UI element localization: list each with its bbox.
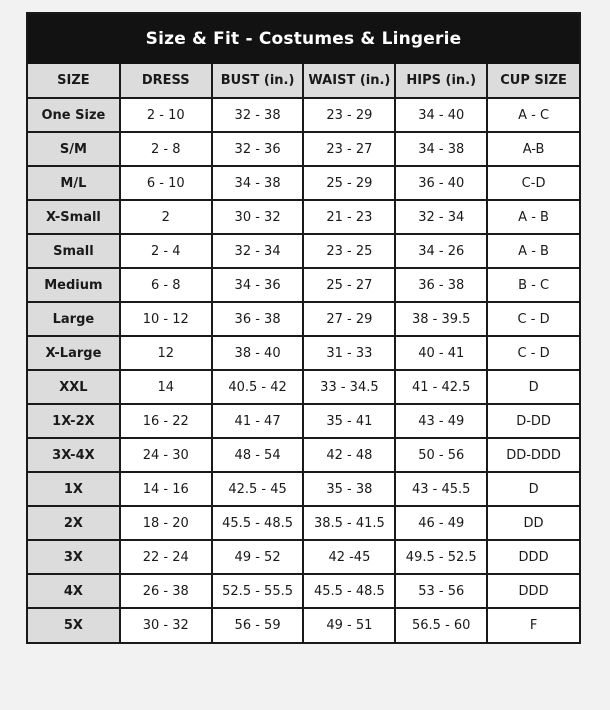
cell-cup-size: D-DD <box>487 404 579 438</box>
cell-size: 4X <box>28 574 120 608</box>
cell-waist: 23 - 25 <box>303 234 395 268</box>
cell-dress: 2 <box>120 200 212 234</box>
cell-hips: 34 - 38 <box>395 132 487 166</box>
cell-bust: 41 - 47 <box>212 404 304 438</box>
cell-waist: 25 - 27 <box>303 268 395 302</box>
size-table <box>28 64 579 642</box>
table-row <box>28 472 579 506</box>
cell-size: 5X <box>28 608 120 642</box>
cell-waist: 31 - 33 <box>303 336 395 370</box>
cell-bust: 56 - 59 <box>212 608 304 642</box>
cell-waist: 45.5 - 48.5 <box>303 574 395 608</box>
cell-hips: 53 - 56 <box>395 574 487 608</box>
column-header-size: SIZE <box>28 64 120 98</box>
chart-title: Size & Fit - Costumes & Lingerie <box>28 14 579 64</box>
cell-hips: 32 - 34 <box>395 200 487 234</box>
cell-hips: 34 - 26 <box>395 234 487 268</box>
cell-size: Medium <box>28 268 120 302</box>
cell-size: S/M <box>28 132 120 166</box>
column-header-bust: BUST (in.) <box>212 64 304 98</box>
cell-waist: 42 - 48 <box>303 438 395 472</box>
table-row <box>28 234 579 268</box>
cell-waist: 23 - 27 <box>303 132 395 166</box>
table-row <box>28 540 579 574</box>
cell-hips: 56.5 - 60 <box>395 608 487 642</box>
cell-waist: 49 - 51 <box>303 608 395 642</box>
cell-size: 1X-2X <box>28 404 120 438</box>
cell-cup-size: DD-DDD <box>487 438 579 472</box>
cell-dress: 14 <box>120 370 212 404</box>
cell-hips: 43 - 49 <box>395 404 487 438</box>
cell-cup-size: A-B <box>487 132 579 166</box>
cell-bust: 42.5 - 45 <box>212 472 304 506</box>
cell-cup-size: C-D <box>487 166 579 200</box>
cell-bust: 52.5 - 55.5 <box>212 574 304 608</box>
cell-waist: 23 - 29 <box>303 98 395 132</box>
cell-cup-size: F <box>487 608 579 642</box>
cell-waist: 42 -45 <box>303 540 395 574</box>
cell-bust: 32 - 34 <box>212 234 304 268</box>
cell-dress: 24 - 30 <box>120 438 212 472</box>
cell-dress: 22 - 24 <box>120 540 212 574</box>
cell-size: 1X <box>28 472 120 506</box>
cell-hips: 38 - 39.5 <box>395 302 487 336</box>
cell-cup-size: C - D <box>487 302 579 336</box>
cell-bust: 30 - 32 <box>212 200 304 234</box>
cell-size: 3X-4X <box>28 438 120 472</box>
size-chart <box>26 12 581 644</box>
cell-bust: 49 - 52 <box>212 540 304 574</box>
cell-dress: 18 - 20 <box>120 506 212 540</box>
cell-size: Large <box>28 302 120 336</box>
table-row <box>28 302 579 336</box>
cell-cup-size: B - C <box>487 268 579 302</box>
cell-cup-size: DD <box>487 506 579 540</box>
cell-bust: 32 - 38 <box>212 98 304 132</box>
table-row <box>28 336 579 370</box>
cell-cup-size: DDD <box>487 574 579 608</box>
cell-waist: 25 - 29 <box>303 166 395 200</box>
cell-cup-size: D <box>487 370 579 404</box>
table-row <box>28 608 579 642</box>
cell-bust: 34 - 38 <box>212 166 304 200</box>
table-row <box>28 132 579 166</box>
cell-hips: 36 - 40 <box>395 166 487 200</box>
table-row <box>28 200 579 234</box>
table-row <box>28 370 579 404</box>
cell-waist: 27 - 29 <box>303 302 395 336</box>
cell-cup-size: A - B <box>487 200 579 234</box>
cell-dress: 2 - 4 <box>120 234 212 268</box>
cell-hips: 49.5 - 52.5 <box>395 540 487 574</box>
cell-hips: 46 - 49 <box>395 506 487 540</box>
cell-waist: 35 - 38 <box>303 472 395 506</box>
cell-cup-size: DDD <box>487 540 579 574</box>
cell-size: M/L <box>28 166 120 200</box>
table-row <box>28 166 579 200</box>
cell-waist: 35 - 41 <box>303 404 395 438</box>
header-row <box>28 64 579 98</box>
cell-size: 3X <box>28 540 120 574</box>
cell-dress: 2 - 8 <box>120 132 212 166</box>
cell-bust: 38 - 40 <box>212 336 304 370</box>
cell-waist: 21 - 23 <box>303 200 395 234</box>
cell-dress: 6 - 8 <box>120 268 212 302</box>
cell-dress: 26 - 38 <box>120 574 212 608</box>
cell-waist: 33 - 34.5 <box>303 370 395 404</box>
cell-dress: 12 <box>120 336 212 370</box>
cell-dress: 16 - 22 <box>120 404 212 438</box>
table-row <box>28 438 579 472</box>
cell-hips: 34 - 40 <box>395 98 487 132</box>
cell-dress: 2 - 10 <box>120 98 212 132</box>
cell-cup-size: D <box>487 472 579 506</box>
cell-size: X-Small <box>28 200 120 234</box>
cell-size: One Size <box>28 98 120 132</box>
column-header-cup-size: CUP SIZE <box>487 64 579 98</box>
cell-size: 2X <box>28 506 120 540</box>
cell-cup-size: A - B <box>487 234 579 268</box>
column-header-waist: WAIST (in.) <box>303 64 395 98</box>
cell-dress: 6 - 10 <box>120 166 212 200</box>
cell-bust: 40.5 - 42 <box>212 370 304 404</box>
cell-bust: 34 - 36 <box>212 268 304 302</box>
cell-size: Small <box>28 234 120 268</box>
cell-hips: 43 - 45.5 <box>395 472 487 506</box>
cell-bust: 45.5 - 48.5 <box>212 506 304 540</box>
cell-cup-size: C - D <box>487 336 579 370</box>
column-header-hips: HIPS (in.) <box>395 64 487 98</box>
cell-bust: 32 - 36 <box>212 132 304 166</box>
cell-cup-size: A - C <box>487 98 579 132</box>
table-body <box>28 98 579 642</box>
cell-hips: 40 - 41 <box>395 336 487 370</box>
column-header-dress: DRESS <box>120 64 212 98</box>
cell-dress: 14 - 16 <box>120 472 212 506</box>
cell-size: XXL <box>28 370 120 404</box>
table-row <box>28 506 579 540</box>
table-row <box>28 268 579 302</box>
table-row <box>28 98 579 132</box>
table-row <box>28 574 579 608</box>
cell-bust: 48 - 54 <box>212 438 304 472</box>
cell-dress: 30 - 32 <box>120 608 212 642</box>
cell-hips: 41 - 42.5 <box>395 370 487 404</box>
cell-size: X-Large <box>28 336 120 370</box>
cell-hips: 50 - 56 <box>395 438 487 472</box>
table-row <box>28 404 579 438</box>
cell-waist: 38.5 - 41.5 <box>303 506 395 540</box>
cell-hips: 36 - 38 <box>395 268 487 302</box>
cell-bust: 36 - 38 <box>212 302 304 336</box>
cell-dress: 10 - 12 <box>120 302 212 336</box>
